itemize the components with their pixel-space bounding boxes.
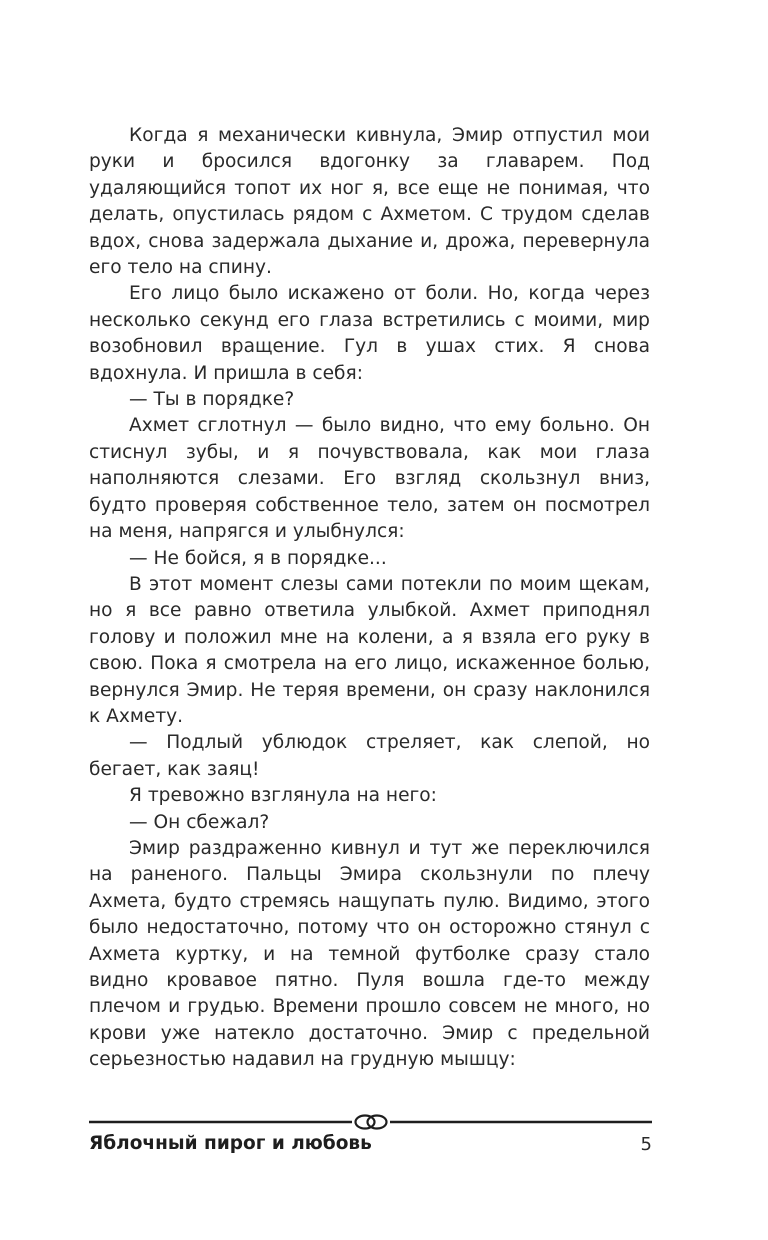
paragraph-2: Его лицо было искажено от боли. Но, когда через несколько секунд его глаза встретились с моими, мир возобновил вращение. Гул в ушах стих. Я снова вдохнула. И пришла в себя: xyxy=(89,283,650,384)
paragraph-3: — Ты в порядке? xyxy=(129,389,295,411)
paragraph-6: В этот момент слезы сами потекли по моим щекам, но я все равно ответила улыбкой. Ахмет приподнял голову и положил мне на колени, а я взяла его руку в свою. Пока я смотрела на его лицо, искаженное болью, вернулся Эмир. Не теряя времени, он сразу наклонился к Ахмету. xyxy=(89,573,650,727)
book-title: Яблочный пирог и любовь xyxy=(89,1133,372,1154)
interlocked-rings-ornament-icon xyxy=(352,1114,390,1130)
page-number: 5 xyxy=(640,1134,652,1155)
paragraph-5: — Не бойся, я в порядке... xyxy=(129,547,387,569)
paragraph-9: — Он сбежал? xyxy=(129,811,270,833)
footer-rule xyxy=(89,1113,652,1131)
paragraph-1: Когда я механически кивнула, Эмир отпустил мои руки и бросился вдогонку за главарем. Под удаляющийся топот их ног я, все еще не понимая, что делать, опустилась рядом с Ахметом. С трудом сделав вдох, снова задержала дыхание и, дрожа, перевернула его тело на спину. xyxy=(89,125,650,279)
paragraph-8: Я тревожно взглянула на него: xyxy=(129,785,437,807)
paragraph-10: Эмир раздраженно кивнул и тут же переключился на раненого. Пальцы Эмира скользнули по плечу Ахмета, будто стремясь нащупать пулю. Видимо, этого было недостаточно, потому что он осторожно стянул с Ахмета куртку, и на темной футболке сразу стало видно кровавое пятно. Пуля вошла где-то между плечом и грудью. Времени прошло совсем не много, но крови уже натекло достаточно. Эмир с предельной серьезностью надавил на грудную мышцу: xyxy=(89,837,650,1071)
paragraph-7: — Подлый ублюдок стреляет, как слепой, но бегает, как заяц! xyxy=(89,732,650,780)
paragraph-4: Ахмет сглотнул — было видно, что ему больно. Он стиснул зубы, и я почувствовала, как мои глаза наполняются слезами. Его взгляд скользнул вниз, будто проверяя собственное тело, затем он посмотрел на меня, напрягся и улыбнулся: xyxy=(89,415,650,543)
body-text xyxy=(89,123,650,1074)
